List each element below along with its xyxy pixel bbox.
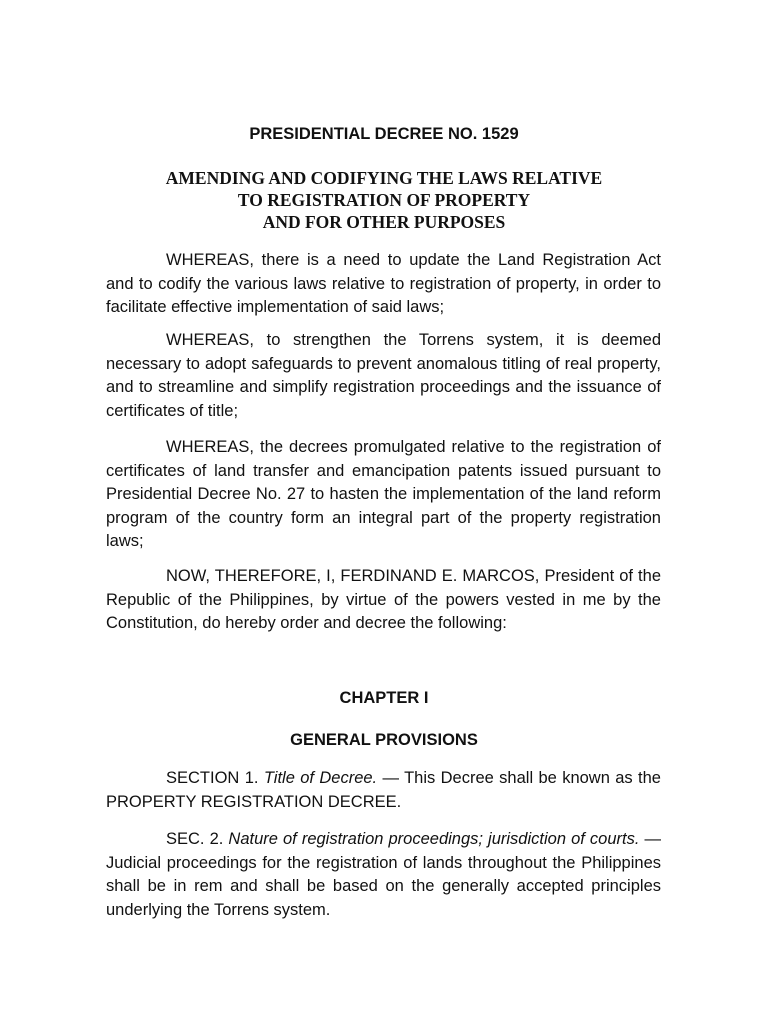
section-2-body: — Judicial proceedings for the registration of lands throughout the Philippines shall be in rem and shall be based on the generally accepted principles underlying the Torrens system. [106,830,661,919]
decree-subtitle [0,167,768,233]
chapter-title: GENERAL PROVISIONS [290,731,478,749]
section-2-heading: Nature of registration proceedings; jurisdiction of courts. [228,830,640,848]
whereas-paragraph-2: WHEREAS, to strengthen the Torrens system, it is deemed necessary to adopt safeguards to prevent anomalous titling of real property, and to streamline and simplify registration proceedings and the issuance of certificates of title; [106,331,661,420]
decree-title: PRESIDENTIAL DECREE NO. 1529 [249,125,519,143]
now-therefore-paragraph: NOW, THEREFORE, I, FERDINAND E. MARCOS, President of the Republic of the Philippines, by virtue of the powers vested in me by the Constitution, do hereby order and decree the following: [106,567,661,632]
section-1-body: — This Decree shall be known as the PROPERTY REGISTRATION DECREE. [106,769,661,811]
subtitle-line: TO REGISTRATION OF PROPERTY [237,190,531,210]
section-2-paragraph [106,828,661,922]
section-1-prefix: SECTION 1. [166,769,264,787]
whereas-paragraph-3: WHEREAS, the decrees promulgated relative to the registration of certificates of land transfer and emancipation patents issued pursuant to Presidential Decree No. 27 to hasten the implementation of the land reform program of the country form an integral part of the property registration laws; [106,438,661,550]
subtitle-line: AND FOR OTHER PURPOSES [262,212,506,232]
section-2-prefix: SEC. 2. [166,830,229,848]
chapter-heading: CHAPTER I [339,689,429,707]
whereas-paragraph-1: WHEREAS, there is a need to update the Land Registration Act and to codify the various laws relative to registration of property, in order to facilitate effective implementation of said laws; [106,251,661,316]
subtitle-line: AMENDING AND CODIFYING THE LAWS RELATIVE [165,168,603,188]
section-1-paragraph [106,767,661,814]
section-1-heading: Title of Decree. [263,769,378,787]
